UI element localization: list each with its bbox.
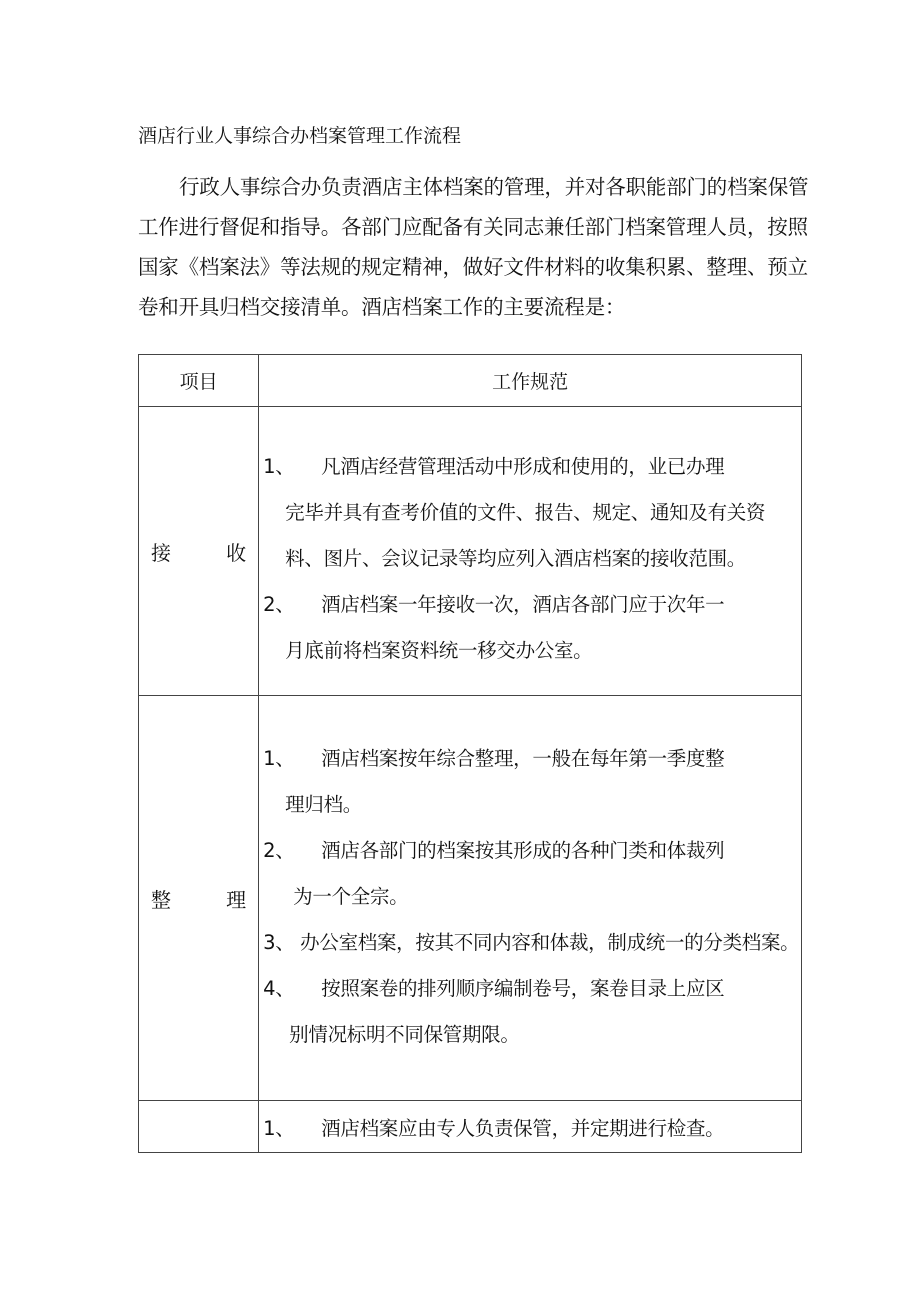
spec-text: 酒店档案应由专人负责保管，并定期进行检查。 xyxy=(321,1116,725,1140)
spec-line: 为一个全宗。 xyxy=(293,885,409,908)
spec-cell-organize xyxy=(259,696,802,1101)
table-row-keep xyxy=(139,1101,802,1153)
intro-line: 工作进行督促和指导。各部门应配备有关同志兼任部门档案管理人员，按照 xyxy=(138,215,808,239)
label-char: 收 xyxy=(226,540,247,565)
spec-text: 酒店档案一年接收一次，酒店各部门应于次年一 xyxy=(321,593,725,616)
spec-line: 完毕并具有查考价值的文件、报告、规定、通知及有关资 xyxy=(285,501,766,524)
spec-line: 月底前将档案资料统一移交办公室。 xyxy=(285,639,593,662)
spec-cell-receive xyxy=(259,407,802,696)
item-number: 2、 xyxy=(263,593,295,616)
header-item: 项目 xyxy=(139,355,259,407)
spec-text: 酒店档案按年综合整理，一般在每年第一季度整 xyxy=(321,747,725,770)
item-label-organize xyxy=(139,884,258,913)
item-number: 4、 xyxy=(263,977,295,1000)
intro-line: 卷和开具归档交接清单。酒店档案工作的主要流程是： xyxy=(138,295,626,319)
archive-workflow-table xyxy=(138,354,802,1153)
item-number: 1、 xyxy=(263,455,295,478)
table-header-row xyxy=(139,355,802,407)
header-spec: 工作规范 xyxy=(259,355,802,407)
spec-line: 料、图片、会议记录等均应列入酒店档案的接收范围。 xyxy=(285,547,746,570)
spec-line xyxy=(259,828,801,874)
item-cell-keep xyxy=(139,1101,259,1153)
spec-text: 按照案卷的排列顺序编制卷号，案卷目录上应区 xyxy=(321,977,725,1000)
spec-text: 酒店各部门的档案按其形成的各种门类和体裁列 xyxy=(321,839,725,862)
spec-line xyxy=(259,920,801,966)
table-row-organize xyxy=(139,696,802,1101)
label-char: 理 xyxy=(226,887,247,912)
item-cell-receive xyxy=(139,407,259,696)
spec-line xyxy=(259,966,801,1012)
item-number: 3、 xyxy=(263,931,295,954)
intro-paragraph xyxy=(138,167,809,327)
item-number: 1、 xyxy=(263,747,295,770)
spec-line xyxy=(259,1113,801,1141)
spec-line xyxy=(259,582,801,628)
item-cell-organize xyxy=(139,696,259,1101)
table-row-receive xyxy=(139,407,802,696)
item-label-receive xyxy=(139,537,258,566)
document-title: 酒店行业人事综合办档案管理工作流程 xyxy=(138,125,462,147)
spec-line: 理归档。 xyxy=(285,793,362,816)
spec-text: 办公室档案，按其不同内容和体裁，制成统一的分类档案。 xyxy=(300,931,800,954)
spec-cell-keep xyxy=(259,1101,802,1153)
spec-line xyxy=(259,736,801,782)
spec-text: 凡酒店经营管理活动中形成和使用的，业已办理 xyxy=(321,455,725,478)
label-char: 整 xyxy=(151,887,171,912)
intro-line: 国家《档案法》等法规的规定精神，做好文件材料的收集积累、整理、预立 xyxy=(138,255,808,279)
label-char: 接 xyxy=(151,540,171,565)
item-number: 2、 xyxy=(263,839,295,862)
item-number: 1、 xyxy=(263,1116,295,1140)
intro-line: 行政人事综合办负责酒店主体档案的管理，并对各职能部门的档案保管 xyxy=(179,175,809,199)
spec-line: 别情况标明不同保管期限。 xyxy=(289,1023,520,1046)
spec-line xyxy=(259,444,801,490)
